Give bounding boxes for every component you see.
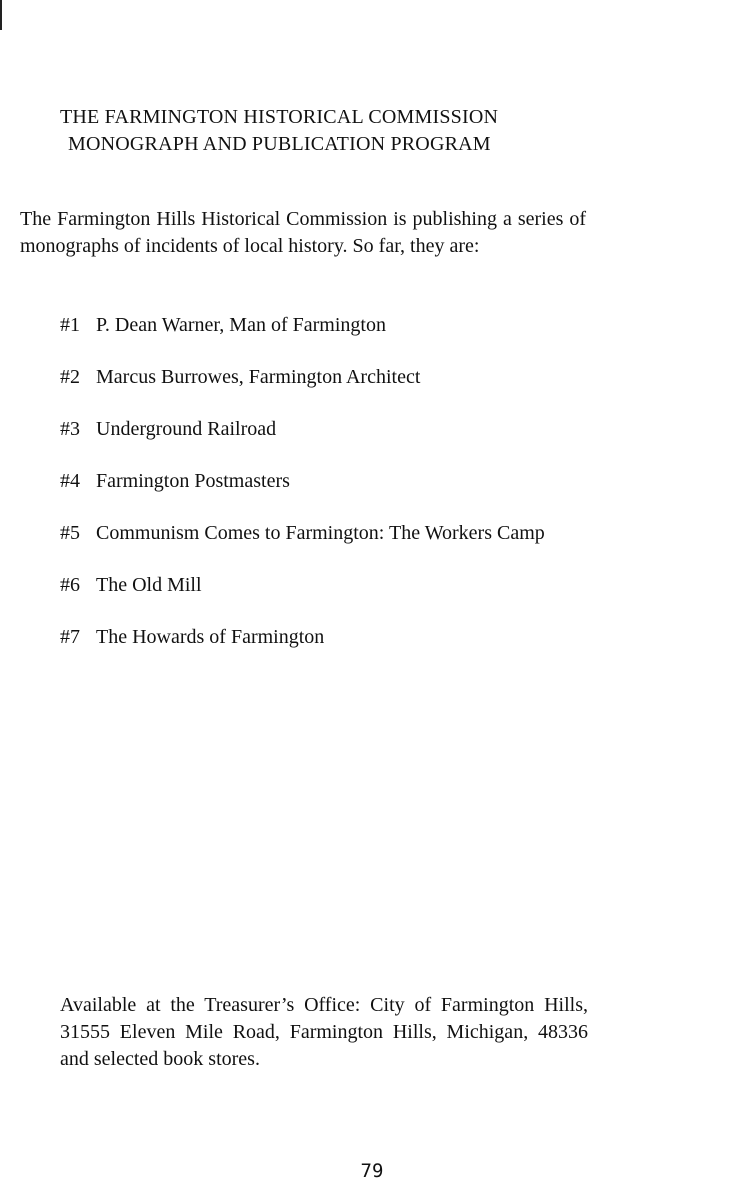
monograph-number: #7 [60, 626, 80, 648]
list-item [60, 468, 588, 494]
monograph-title: The Howards of Farmington [96, 626, 325, 648]
monograph-number: #1 [60, 314, 80, 336]
list-item [60, 312, 588, 338]
monograph-title: Farmington Postmasters [96, 470, 290, 492]
monograph-number: #4 [60, 470, 80, 492]
monograph-number: #3 [60, 418, 80, 440]
monograph-title: P. Dean Warner, Man of Farmington [96, 314, 386, 336]
list-item [60, 624, 588, 650]
list-item [60, 416, 588, 442]
monograph-list [60, 312, 588, 676]
title-line-2: MONOGRAPH AND PUBLICATION PROGRAM [68, 133, 491, 155]
monograph-number: #6 [60, 574, 80, 596]
availability-note: Available at the Treasurer’s Office: City of Farmington Hills, 31555 Eleven Mile Road, Farmington Hills, Michigan, 48336 and selected book stores. [60, 994, 588, 1070]
page-number: 79 [360, 1160, 384, 1182]
list-item [60, 572, 588, 598]
list-item [60, 364, 588, 390]
title-line-1: THE FARMINGTON HISTORICAL COMMISSION [60, 106, 499, 128]
monograph-title: The Old Mill [96, 574, 202, 596]
monograph-number: #2 [60, 366, 80, 388]
page-edge-mark [0, 0, 2, 30]
monograph-number: #5 [60, 522, 80, 544]
monograph-title: Communism Comes to Farmington: The Workers Camp [96, 522, 545, 544]
monograph-title: Underground Railroad [96, 418, 277, 440]
list-item [60, 520, 588, 546]
page-title [60, 104, 620, 158]
intro-paragraph: The Farmington Hills Historical Commission is publishing a series of monographs of incidents of local history. So far, they are: [20, 208, 586, 257]
monograph-title: Marcus Burrowes, Farmington Architect [96, 366, 421, 388]
